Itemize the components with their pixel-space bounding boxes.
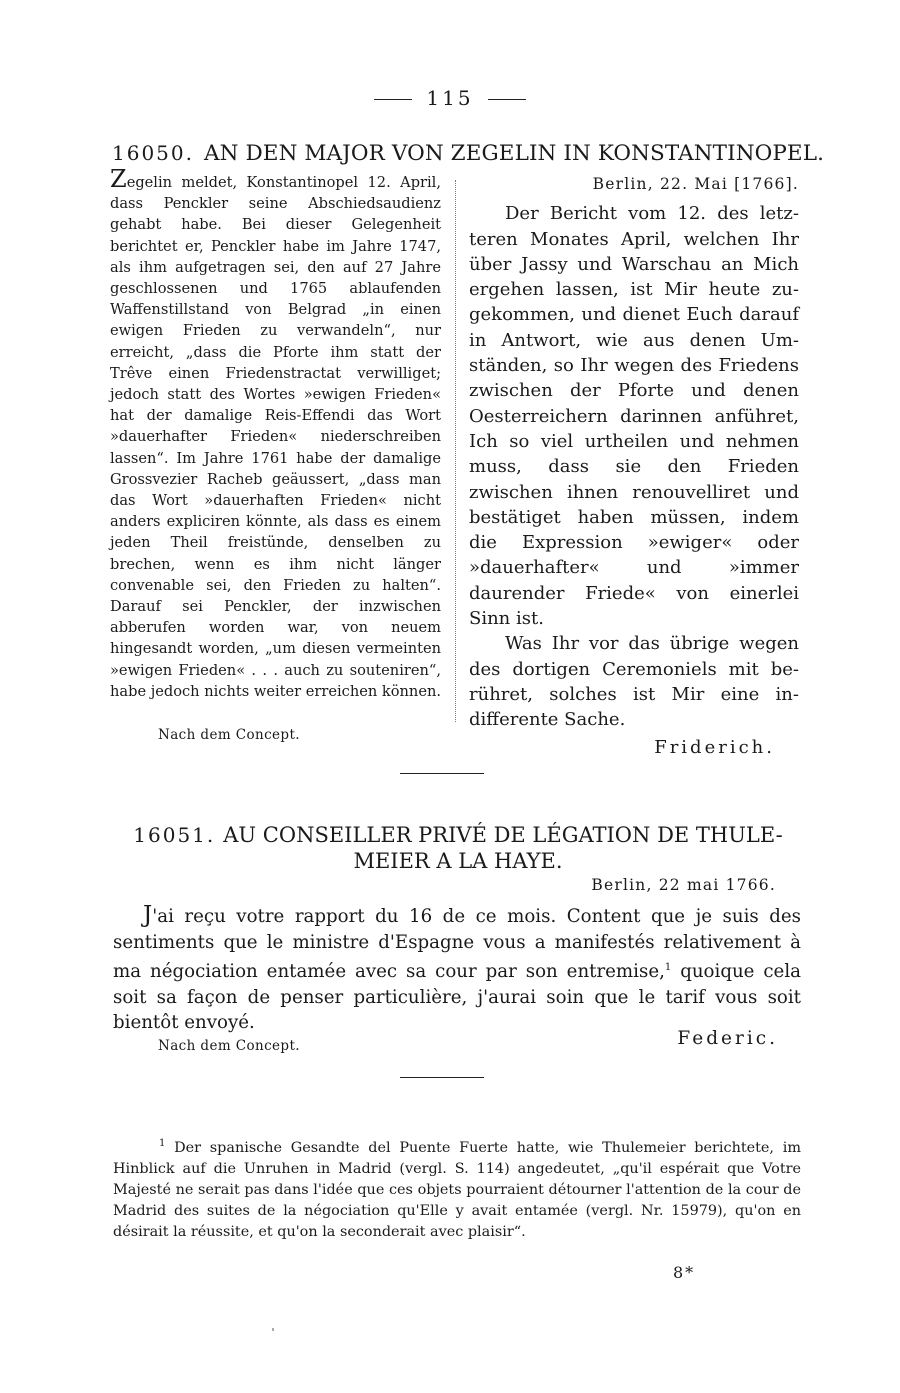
footnote-marker: 1: [159, 1138, 166, 1149]
header-dash-left: [374, 99, 412, 100]
letter1-source: Nach dem Concept.: [158, 727, 300, 743]
letter2-dropcap: J: [143, 902, 153, 928]
column-divider: [455, 180, 456, 722]
letter2-text-b: quoique cela soit sa façon de penser particulière, j'aurai soin que le tarif vous soit bientôt envoyé.: [113, 961, 801, 1034]
letter1-body: [469, 172, 799, 760]
letter1-paragraph-2: Was Ihr vor das übrige wegen des dortigen Ceremoniels mit berühret, solches ist Mir eine indifferente Sache.: [469, 633, 799, 731]
letter2-source: Nach dem Concept.: [158, 1038, 300, 1054]
footnote-paragraph: [113, 1133, 801, 1243]
signature-mark: 8*: [673, 1263, 696, 1282]
page-number-text: 115: [426, 86, 474, 110]
letter1-summary: [110, 165, 442, 702]
letter2-text-a: 'ai reçu votre rapport du 16 de ce mois. Content que je suis des sentiments que le ministre d'Espagne vous a manifestés relativement à ma négociation entamée avec sa cour par son entremise,: [113, 906, 801, 983]
letter2-paragraph: [113, 903, 801, 1036]
letter1-date: Berlin, 22. Mai [1766].: [592, 175, 799, 193]
letter2-title-line1: AU CONSEILLER PRIVÉ DE LÉGATION DE THULE-: [223, 823, 783, 847]
letter1-summary-text: egelin meldet, Konstantinopel 12. April, dass Penckler seine Abschiedsaudienz gehabt habe. Bei dieser Gelegenheit berichtet er, Penckler habe im Jahre 1747, als ihm aufgetragen sei, den auf 27 Jahre geschlossenen und 1765 ablaufenden Waffenstillstand von Belgrad „in einen ewigen Frieden zu verwandeln“, nur erreicht, „dass die Pforte ihm statt der Trêve einen Friedenstractat verwilliget; jedoch statt des Wortes »ewigen Frieden« hat der damalige Reis-Effendi das Wort »dauerhafter Frieden« niederschreiben lassen“. Im Jahre 1761 habe der damalige Grossvezier Racheb geäussert, „dass man das Wort »dauerhaften Frieden« nicht anders expliciren könnte, als dass es einem jeden Theil freistünde, denselben zu brechen, wenn es ihm nicht länger convenable sei, den Frieden zu halten“. Darauf sei Penckler, der inzwischen abberufen worden war, von neuem hingesandt worden, „um diesen vermeinten »ewigen Frieden« . . . auch zu souteniren“, habe jedoch nichts weiter erreichen können.: [110, 174, 442, 700]
letter1-paragraph-1: Der Bericht vom 12. des letzteren Monates April, welchen Ihr über Jassy und Warschau an Mich ergehen lassen, ist Mir heute zugekommen, und dienet Euch darauf in Antwort, wie aus denen Umständen, so Ihr wegen des Friedens zwischen der Pforte und denen Oesterreichern darinnen anführet, Ich so viel urtheilen und nehmen muss, dass sie den Frieden zwischen ihnen renouvelliret und bestätiget haben müssen, indem die Expression »ewiger« oder »dauerhafter« und »immer daurender Friede« von einerlei Sinn ist.: [469, 203, 799, 630]
page-number: [0, 86, 900, 110]
letter2-body: [113, 903, 801, 1036]
letter1-heading: [112, 141, 825, 166]
paper-speck: [272, 1328, 274, 1331]
letter2-heading: [128, 822, 788, 874]
letter1-signature: Friderich.: [654, 736, 775, 758]
letter1-summary-dropcap: Z: [110, 165, 127, 193]
letter2-date: Berlin, 22 mai 1766.: [591, 876, 776, 894]
footnote-ref: 1: [664, 962, 672, 974]
letter1-title: AN DEN MAJOR VON ZEGELIN IN KONSTANTINOPEL.: [203, 141, 825, 166]
footnote-text: Der spanische Gesandte del Puente Fuerte hatte, wie Thulemeier berichtete, im Hinblick auf die Unruhen in Madrid (vergl. S. 114) angedeutet, „qu'il espérait que Votre Majesté ne serait pas dans l'idée que ces objets pourraient détourner l'attention de la cour de Madrid des suites de la négociation qu'Elle y avait entamée (vergl. Nr. 15979), qu'on en désirait la réussite, et qu'on la seconderait avec plaisir“.: [113, 1139, 801, 1240]
letter2-number: 16051.: [133, 823, 216, 847]
letter2-signature: Federic.: [677, 1028, 778, 1049]
section-rule-2: [400, 1077, 484, 1078]
letter2-title-line2: MEIER A LA HAYE.: [353, 849, 563, 873]
footnote: [113, 1133, 801, 1243]
letter1-number: 16050.: [112, 141, 194, 165]
section-rule-1: [400, 773, 484, 774]
header-dash-right: [488, 99, 526, 100]
